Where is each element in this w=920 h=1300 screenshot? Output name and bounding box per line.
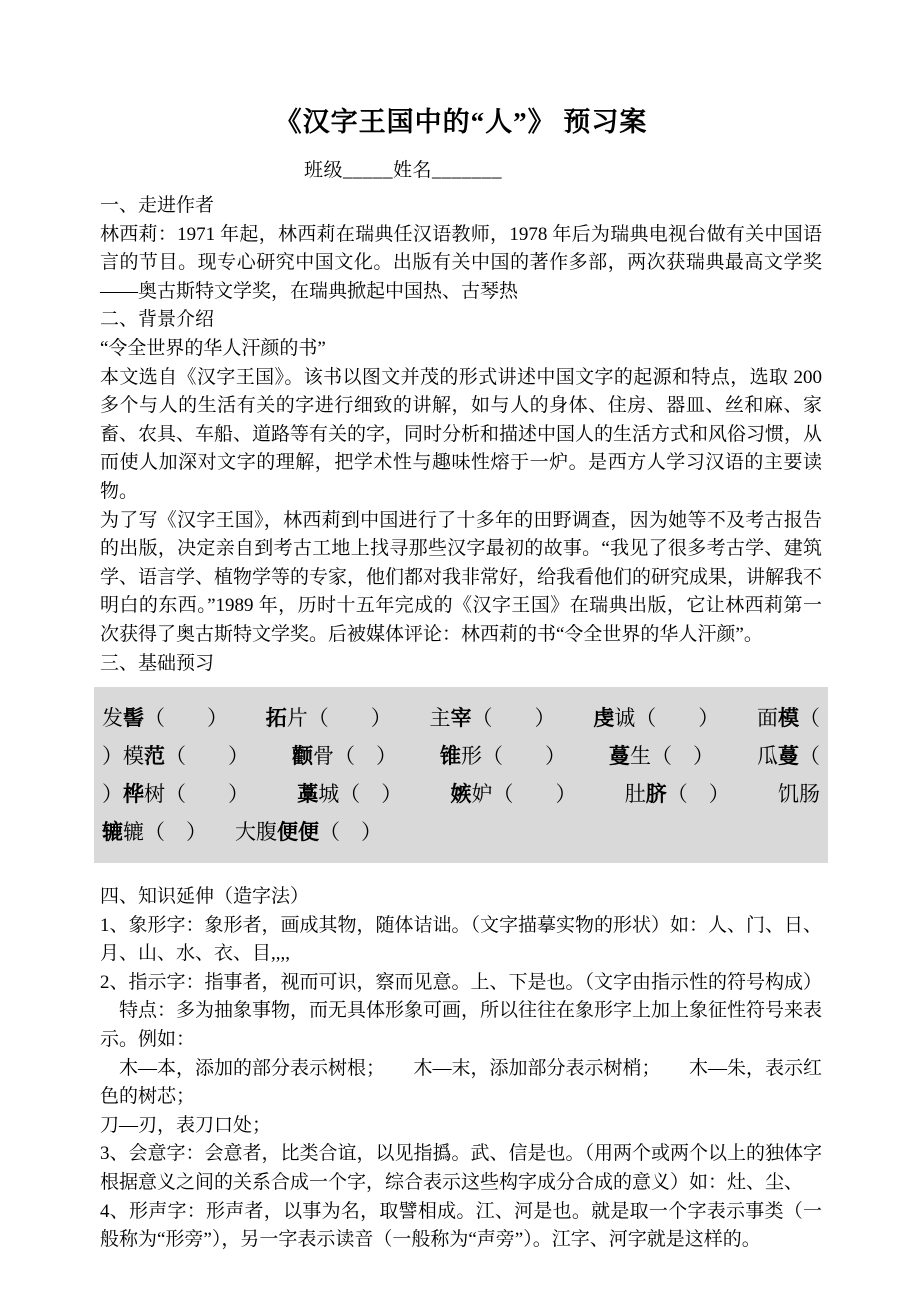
- vocab-line: [102, 737, 820, 775]
- vocab-item: [625, 775, 730, 813]
- vocab-key: 锥: [440, 744, 461, 769]
- vocab-suf: 骨（ ）: [313, 744, 397, 769]
- vocab-suf: 辘（ ）: [123, 820, 207, 845]
- vocab-item: [757, 737, 820, 775]
- vocab-key: 桦: [123, 782, 144, 807]
- vocab-key: 便便: [277, 820, 319, 845]
- vocab-item: [757, 699, 820, 737]
- vocab-pre: 饥肠: [778, 782, 820, 807]
- vocab-suf: （: [799, 706, 820, 731]
- vocab-suf: 树（ ）: [144, 782, 249, 807]
- vocab-pre: 发: [102, 706, 123, 731]
- vocab-item: [292, 737, 397, 775]
- vocab-key: 蔓: [778, 744, 799, 769]
- extension-para-indicative: 2、指示字：指事者，视而可识，察而见意。上、下是也。（文字由指示性的符号构成）: [100, 971, 823, 993]
- vocab-pre: 面: [757, 706, 778, 731]
- vocab-key: 虔: [593, 706, 615, 731]
- page-title: 《汉字王国中的“人”》 预习案: [274, 107, 648, 137]
- vocab-suf: 片（ ）: [286, 706, 392, 731]
- vocab-item: [235, 813, 382, 851]
- section1-body: 林西莉：1971 年起，林西莉在瑞典任汉语教师，1978 年后为瑞典电视台做有关中国语言的节目。现专心研究中国文化。出版有关中国的著作多部，两次获瑞典最高文学奖——奥古斯特文学奖，在瑞典掀起中国热、古琴热: [100, 223, 822, 302]
- vocab-item: [102, 813, 207, 851]
- vocab-line: [102, 775, 820, 813]
- section4-heading: 四、知识延伸（造字法）: [100, 886, 310, 908]
- vocab-key: 藁: [297, 782, 319, 807]
- section-extension: [100, 883, 822, 1255]
- vocab-item: [609, 737, 714, 775]
- vocab-key: 宰: [450, 706, 472, 731]
- vocab-key: 辘: [102, 820, 123, 845]
- vocab-key: 拓: [265, 706, 287, 731]
- vocab-key: 模: [778, 706, 799, 731]
- vocab-item: [102, 699, 228, 737]
- vocab-item: [440, 737, 566, 775]
- section-basic-preview: [100, 650, 822, 864]
- vocab-pre: 肚: [624, 782, 646, 807]
- section3-heading: 三、基础预习: [100, 652, 215, 674]
- section2-heading: 二、背景介绍: [100, 309, 215, 331]
- vocab-suf: （ ）: [666, 782, 730, 807]
- class-name-line: 班级_____姓名_______: [303, 160, 502, 181]
- vocab-key: 范: [144, 744, 165, 769]
- vocab-key: 髻: [123, 706, 144, 731]
- extension-para-compound: 3、会意字：会意者，比类合谊，以见指撝。武、信是也。（用两个或两个以上的独体字根据意义之间的关系合成一个字，综合表示这些构字成分合成的意义）如：灶、尘、: [100, 1143, 823, 1194]
- book-quote: “令全世界的华人汗颜的书”: [100, 337, 326, 359]
- vocab-pre: ）模: [102, 744, 144, 769]
- vocab-item: [297, 775, 402, 813]
- vocab-suf: （ ）: [165, 744, 249, 769]
- vocab-suf: （ ）: [144, 706, 228, 731]
- vocab-suf: 诚（ ）: [614, 706, 720, 731]
- vocab-line: [102, 813, 820, 851]
- vocab-suf: （ ）: [471, 706, 556, 731]
- vocab-key: 脐: [645, 782, 667, 807]
- vocab-item: [593, 699, 719, 737]
- vocab-pre: 大腹: [235, 820, 277, 845]
- vocab-suf: 形（ ）: [461, 744, 566, 769]
- vocab-item: [778, 775, 820, 813]
- section-background: [100, 306, 822, 649]
- vocab-suf: 生（ ）: [630, 744, 714, 769]
- extension-para-phonosemantic: 4、形声字：形声者，以事为名，取譬相成。江、河是也。就是取一个字表示事类（一般称为“形旁”），另一字表示读音（一般称为“声旁”）。江字、河字就是这样的。: [100, 1200, 822, 1251]
- vocab-suf: （ ）: [319, 820, 382, 845]
- vocab-suf: 城（ ）: [318, 782, 403, 807]
- section-author: [100, 192, 822, 306]
- vocab-pre: 瓜: [757, 744, 778, 769]
- vocab-item: [430, 699, 556, 737]
- vocab-item: [266, 699, 392, 737]
- vocab-pre: 主: [429, 706, 451, 731]
- vocab-suf: 妒（ ）: [471, 782, 577, 807]
- vocab-line: [102, 699, 820, 737]
- vocab-pre: ）: [102, 782, 123, 807]
- extension-para-indicative-features: 特点：多为抽象事物，而无具体形象可画，所以往往在象形字上加上象征性符号来表示。例如：: [100, 1000, 823, 1051]
- vocab-box: [94, 687, 828, 863]
- extension-para-examples-knife: 刀—刃，表刀口处；: [100, 1114, 272, 1136]
- vocab-suf: （: [799, 744, 820, 769]
- vocab-key: 蔓: [609, 744, 630, 769]
- vocab-key: 嫉: [450, 782, 472, 807]
- section1-heading: 一、走进作者: [100, 195, 215, 216]
- extension-para-pictograph: 1、象形字：象形者，画成其物，随体诘诎。（文字描摹实物的形状）如：人、门、日、月、山、水、衣、目,,,,: [100, 914, 823, 965]
- background-para-2: 为了写《汉字王国》，林西莉到中国进行了十多年的田野调查，因为她等不及考古报告的出版，决定亲自到考古工地上找寻那些汉字最初的故事。“我见了很多考古学、建筑学、语言学、植物学等的专家，他们都对我非常好，给我看他们的研究成果，讲解我不明白的东西。”1989 年，历时十五年完成的《汉字王国》在瑞典出版，它让林西莉第一次获得了奥古斯特文学奖。后被媒体评论：林西莉的书“令全世界的华人汗颜”。: [100, 509, 823, 645]
- vocab-key: 颧: [292, 744, 313, 769]
- extension-para-examples-wood: 木—本，添加的部分表示树根； 木—末，添加部分表示树梢； 木—朱，表示红色的树芯；: [100, 1057, 823, 1108]
- vocab-item: [102, 775, 249, 813]
- vocab-item: [451, 775, 577, 813]
- background-para-1: 本文选自《汉字王国》。该书以图文并茂的形式讲述中国文字的起源和特点，选取 200 多个与人的生活有关的字进行细致的讲解，如与人的身体、住房、器皿、丝和麻、家畜、农具、车船、道路等有关的字，同时分析和描述中国人的生活方式和风俗习惯，从而使人加深对文字的理解，把学术性与趣味性熔于一炉。是西方人学习汉语的主要读物。: [100, 366, 823, 502]
- vocab-item: [102, 737, 249, 775]
